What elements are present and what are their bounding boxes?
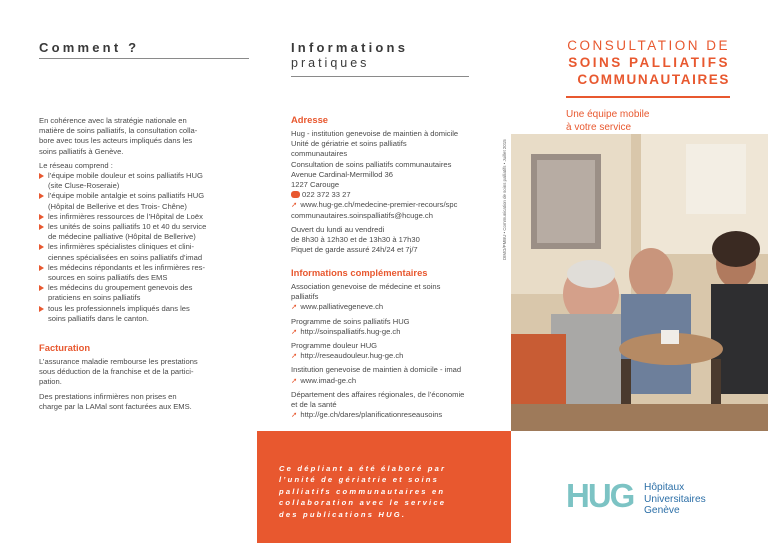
more-info-title: Informations complémentaires	[291, 267, 428, 278]
link-url[interactable]: ➚ http://reseaudouleur.hug-ge.ch	[291, 351, 404, 361]
phone-line	[291, 190, 491, 200]
network-item: les infirmières ressources de l’Hôpital de Loëx	[39, 212, 254, 222]
link-icon: ➚	[291, 326, 298, 336]
network-list	[39, 171, 254, 324]
link-item: Programme de soins palliatifs HUG ➚ http://soinspalliatifs.hug-ge.ch	[291, 317, 491, 337]
credit-block	[257, 431, 511, 543]
link-item: Association genevoise de médecine et soins palliatifs ➚ www.palliativegeneve.ch	[291, 282, 491, 313]
cover-photo	[511, 134, 768, 431]
billing-title: Facturation	[39, 342, 91, 353]
link-icon: ➚	[291, 302, 298, 312]
hug-logo	[566, 477, 736, 520]
network-item: l’équipe mobile antalgie et soins palliatifs HUG (Hôpital de Bellerive et des Trois- Chêne)	[39, 191, 254, 211]
link-url[interactable]: ➚ www.palliativegeneve.ch	[291, 302, 384, 312]
link-icon: ➚	[291, 351, 298, 361]
network-item: les médecins répondants et les infirmières res- sources en soins palliatifs des EMS	[39, 263, 254, 283]
address-title: Adresse	[291, 114, 329, 125]
comment-heading: Comment ?	[39, 40, 140, 55]
links-list	[291, 282, 491, 420]
email-link[interactable]: communautaires.soinspalliatifs@hcuge.ch	[291, 210, 433, 220]
link-item: Institution genevoise de maintien à domicile - imad ➚ www.imad-ge.ch	[291, 365, 491, 385]
link-url[interactable]: ➚ http://ge.ch/dares/planificationreseausoins	[291, 410, 443, 420]
info-rule	[291, 76, 469, 77]
network-item: les infirmières spécialistes cliniques et clini- ciennes spécialisées en soins palliatifs d’imad	[39, 242, 254, 262]
link-icon: ➚	[291, 375, 298, 385]
phone-number[interactable]: 022 372 33 27	[302, 190, 351, 200]
network-item: l’équipe mobile douleur et soins palliatifs HUG (site Cluse-Roseraie)	[39, 171, 254, 191]
network-item: les unités de soins palliatifs 10 et 40 du service de médecine palliative (Hôpital de Bellerive)	[39, 222, 254, 242]
cover-rule	[566, 96, 730, 98]
link-url[interactable]: ➚ www.imad-ge.ch	[291, 375, 357, 385]
cover-tagline: Une équipe mobile à votre service	[566, 109, 650, 133]
info-heading: Informations	[291, 40, 409, 55]
billing-text: L’assurance maladie rembourse les prestations sous déduction de la franchise et de la partici- pation. Des prestations infirmières non prises en charge par la LAMal sont facturées aux EMS.	[39, 357, 198, 411]
network-item: tous les professionnels impliqués dans les soins palliatifs dans le canton.	[39, 304, 254, 324]
intro-text: En cohérence avec la stratégie nationale en matière de soins palliatifs, la consultation colla- bore avec tous les acteurs impliqués dans les soins palliatifs à Genève. Le réseau comprend : l’équipe mobile douleur et soins palliatifs HUG (site Cluse-Roseraie) l’équipe mobile antalgie et soins palliatifs HUG (Hôpital de Bellerive et des Trois- Chêne) les infirmières ressources de l’Hôpital de Loëx les unités de soins palliatifs 10 et 40 du service de médecine palliative (Hôpital de Bellerive) les infirmières spécialistes cliniques et clini- ciennes spécialisées en soins palliatifs d’imad les médecins répondants et les infirmières res- sources en soins palliatifs des EMS les médecins du groupement genevois des praticiens en soins palliatifs tous les professionnels impliqués dans les soins palliatifs dans le canton.	[39, 116, 254, 324]
comment-rule	[39, 58, 249, 59]
cover-title: CONSULTATION DE SOINS PALLIATIFS COMMUNAUTAIRES	[567, 38, 730, 87]
info-subheading: pratiques	[291, 56, 370, 70]
credit-text: Ce dépliant a été élaboré par l’unité de gériatrie et soins palliatifs communautaires en collaboration avec le service des publications HUG.	[279, 464, 447, 519]
phone-icon	[291, 191, 300, 198]
website-line[interactable]: ➚ www.hug-ge.ch/medecine-premier-recours/spc	[291, 200, 458, 210]
address-block: Hug - institution genevoise de maintien à domicile Unité de gériatrie et soins palliatifs communautaires Consultation de soins palliatifs communautaires Avenue Cardinal-Mermillod 36 1227 Carouge 022 372 33 27 ➚ www.hug-ge.ch/medecine-premier-recours/spc communautaires.soinspalliatifs@hcuge.ch Ouvert du lundi au vendredi de 8h30 à 12h30 et de 13h30 à 17h30 Piquet de garde assuré 24h/24 et 7j/7	[291, 129, 491, 255]
link-icon: ➚	[291, 200, 298, 210]
link-item: Département des affaires régionales, de l’économie et de la santé ➚ http://ge.ch/dares/planificationreseausoins	[291, 390, 491, 421]
link-icon: ➚	[291, 410, 298, 420]
hug-logo-mark: HUG	[566, 477, 634, 514]
link-item: Programme douleur HUG ➚ http://reseaudouleur.hug-ge.ch	[291, 341, 491, 361]
print-reference: DIMO/PMBU • Communication de soins palliatifs • Juillet 2015	[502, 139, 507, 260]
link-url[interactable]: ➚ http://soinspalliatifs.hug-ge.ch	[291, 326, 401, 336]
network-item: les médecins du groupement genevois des praticiens en soins palliatifs	[39, 283, 254, 303]
hug-logo-text: Hôpitaux Universitaires Genève	[644, 482, 706, 516]
